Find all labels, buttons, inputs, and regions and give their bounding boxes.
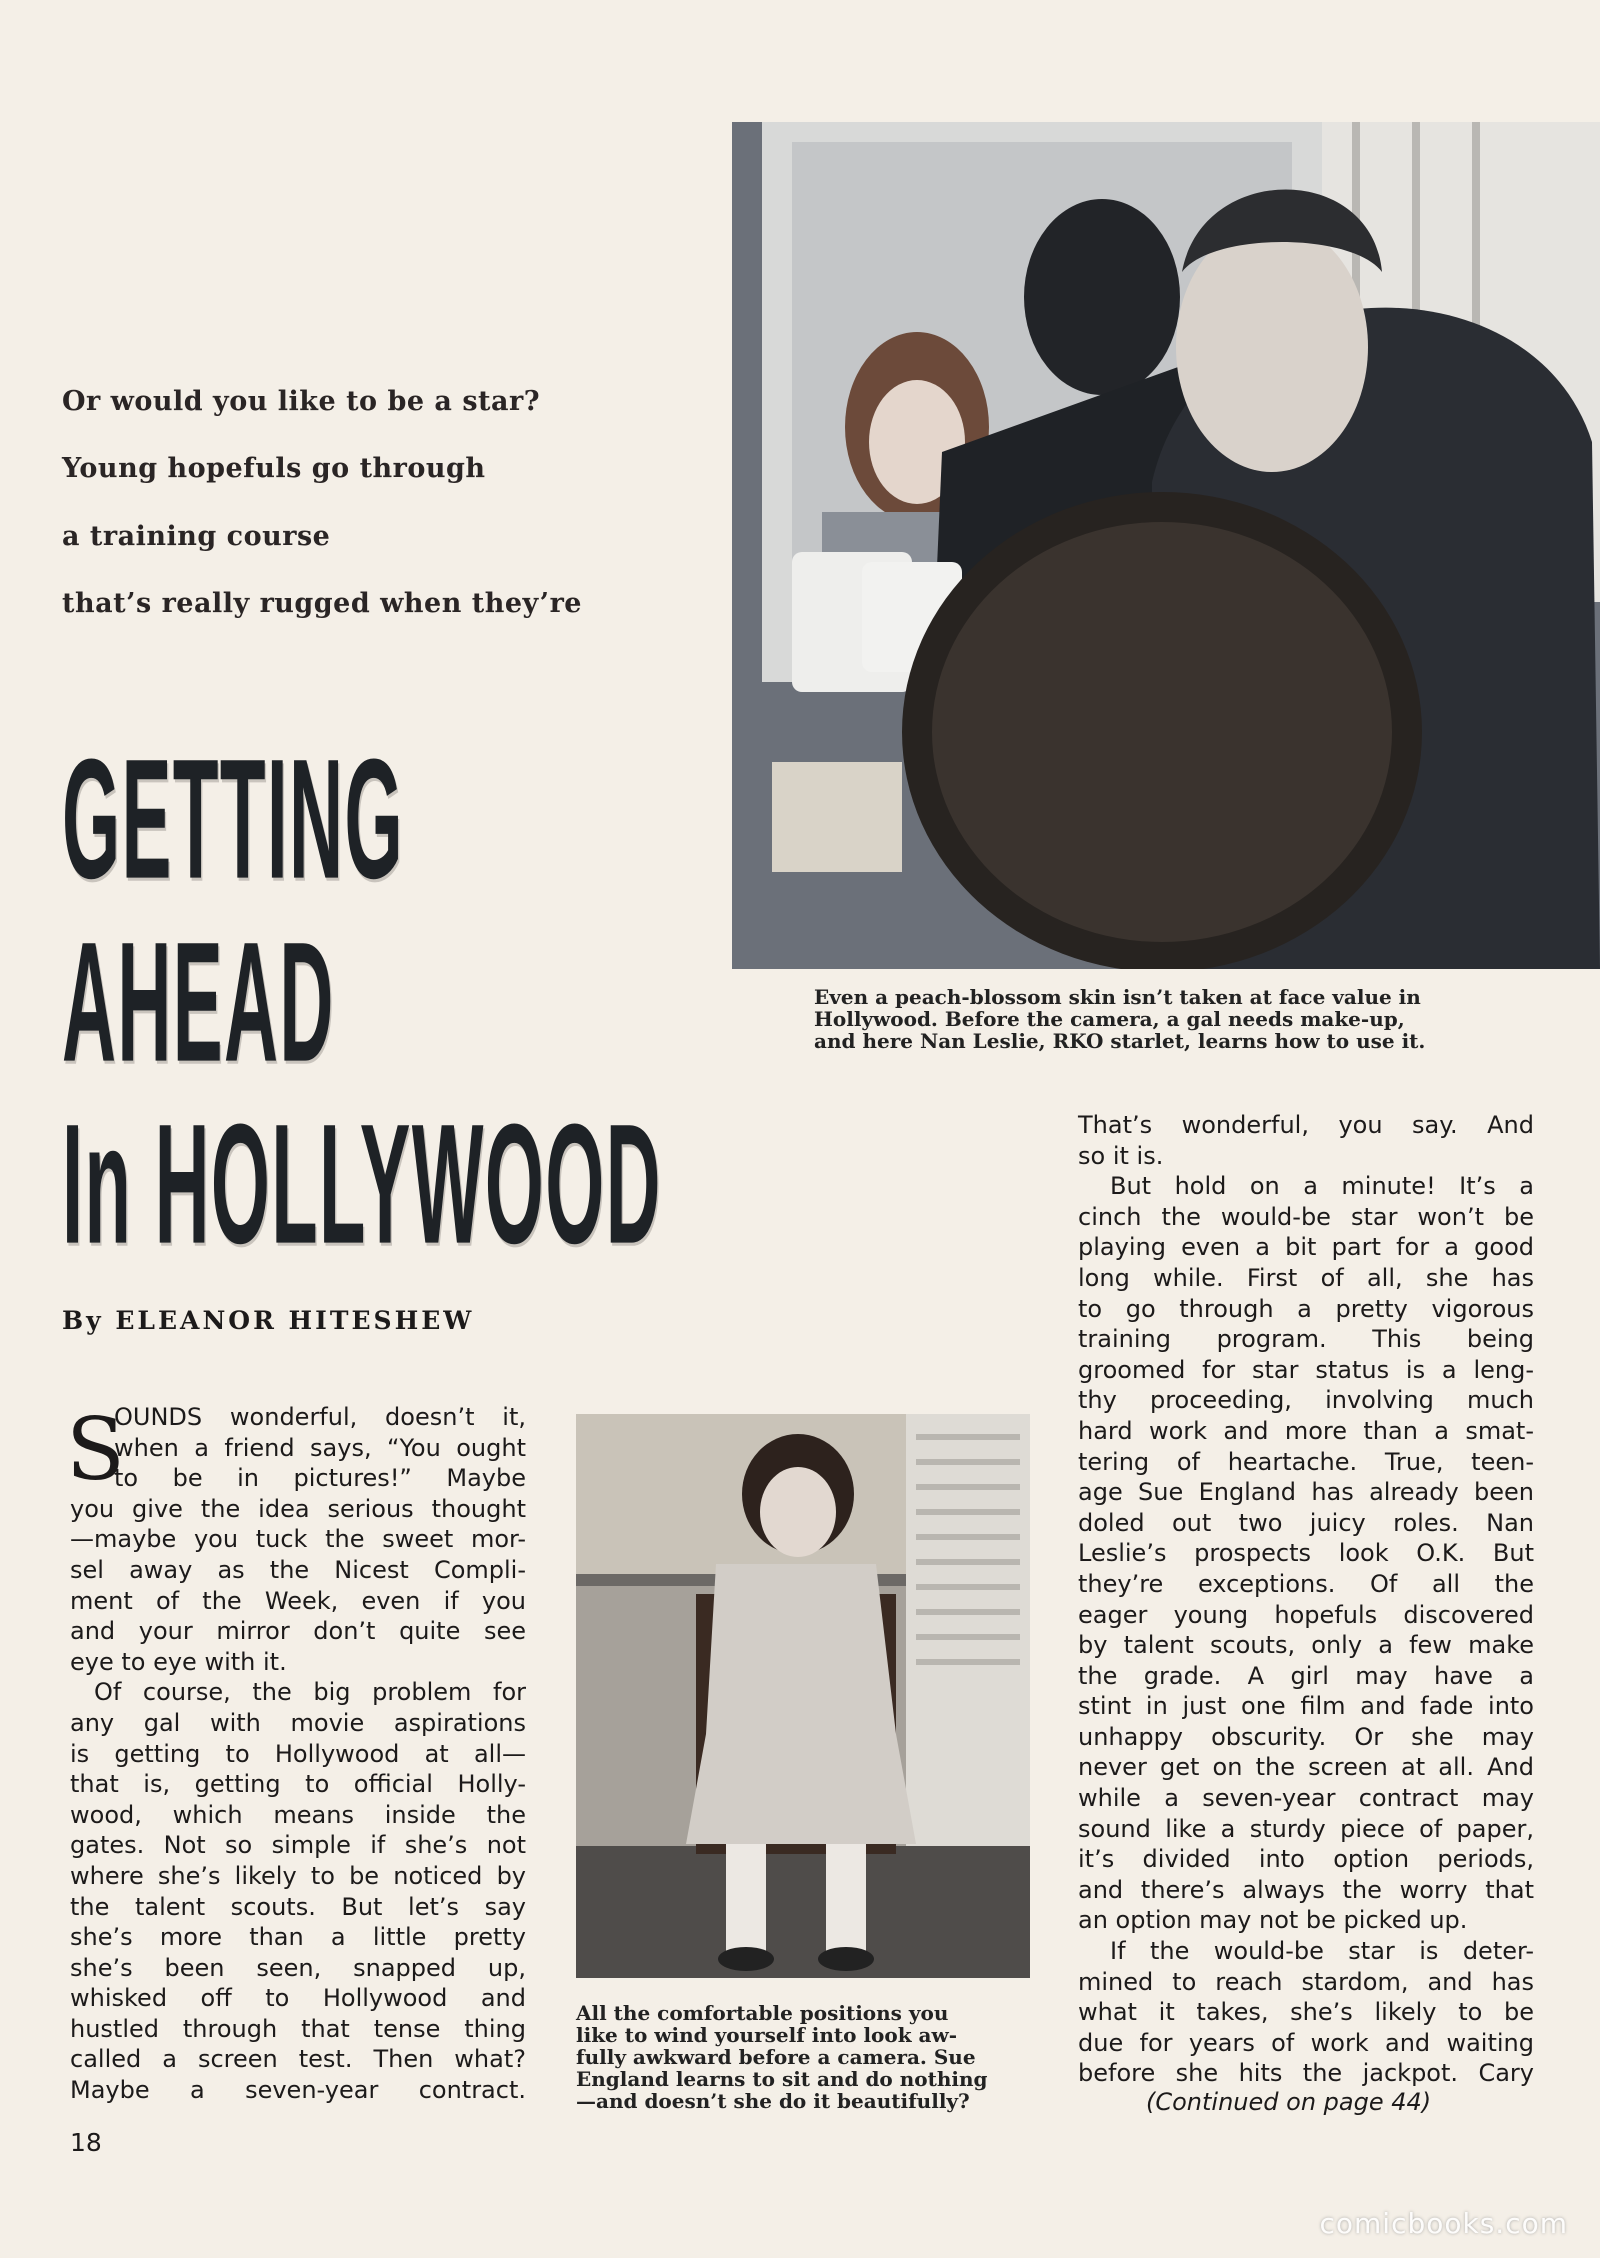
text-line: mined to reach stardom, and has bbox=[1078, 1967, 1534, 1996]
text-line: unhappy obscurity. Or she may bbox=[1078, 1722, 1534, 1751]
text-line: while a seven-year contract may bbox=[1078, 1784, 1534, 1813]
text-line: tering of heartache. True, teen- bbox=[1078, 1447, 1534, 1476]
text-line: Of course, the big problem for bbox=[94, 1678, 526, 1707]
headline-line-3: In HOLLYWOOD bbox=[62, 1089, 662, 1280]
text-line: groomed for star status is a leng- bbox=[1078, 1355, 1534, 1384]
caption-line: fully awkward before a camera. Sue bbox=[576, 2045, 976, 2069]
photo-sitting-lesson bbox=[576, 1414, 1030, 1978]
text-line: you give the idea serious thought bbox=[70, 1494, 526, 1523]
text-line: hustled through that tense thing bbox=[70, 2014, 526, 2043]
text-line: doled out two juicy roles. Nan bbox=[1078, 1508, 1534, 1537]
text-line: Leslie’s prospects look O.K. But bbox=[1078, 1539, 1534, 1568]
text-line: that is, getting to official Holly- bbox=[70, 1770, 526, 1799]
text-line: playing even a bit part for a good bbox=[1078, 1233, 1534, 1262]
page-number: 18 bbox=[70, 2128, 102, 2157]
text-line: an option may not be picked up. bbox=[1078, 1906, 1468, 1935]
text-line: training program. This being bbox=[1078, 1325, 1534, 1354]
article-right-column bbox=[1078, 1110, 1534, 2089]
text-line: called a screen test. Then what? bbox=[70, 2045, 526, 2074]
text-line: age Sue England has already been bbox=[1078, 1478, 1534, 1507]
text-line: never get on the screen at all. And bbox=[1078, 1753, 1534, 1782]
text-line: due for years of work and waiting bbox=[1078, 2028, 1534, 2057]
text-line: But hold on a minute! It’s a bbox=[1110, 1172, 1534, 1201]
text-line: the grade. A girl may have a bbox=[1078, 1661, 1534, 1690]
caption-line: Even a peach-blossom skin isn’t taken at face value in bbox=[814, 985, 1421, 1009]
headline-line-1: GETTING bbox=[62, 724, 404, 915]
text-line: is getting to Hollywood at all— bbox=[70, 1739, 526, 1768]
text-line: If the would-be star is deter- bbox=[1110, 1937, 1534, 1966]
text-line: and there’s always the worry that bbox=[1078, 1875, 1534, 1904]
text-line: whisked off to Hollywood and bbox=[70, 1984, 526, 2013]
deck-line-1: Or would you like to be a star? bbox=[62, 386, 541, 417]
text-line: any gal with movie aspirations bbox=[70, 1708, 526, 1737]
byline: By ELEANOR HITESHEW bbox=[62, 1306, 475, 1335]
caption-line: and here Nan Leslie, RKO starlet, learns how to use it. bbox=[814, 1029, 1426, 1053]
text-line: hard work and more than a smat- bbox=[1078, 1416, 1534, 1445]
photo-top-caption bbox=[814, 986, 1528, 1052]
article-left-column bbox=[70, 1402, 526, 2106]
text-line: eye to eye with it. bbox=[70, 1647, 287, 1676]
text-line: it’s divided into option periods, bbox=[1078, 1845, 1534, 1874]
text-line: to be in pictures!” Maybe bbox=[114, 1464, 526, 1493]
text-line: Maybe a seven-year contract. bbox=[70, 2076, 526, 2105]
text-line: and your mirror don’t quite see bbox=[70, 1617, 526, 1646]
caption-line: —and doesn’t she do it beautifully? bbox=[576, 2089, 970, 2113]
sitting-photo-illustration bbox=[576, 1414, 1030, 1978]
caption-line: England learns to sit and do nothing bbox=[576, 2067, 988, 2091]
text-line: OUNDS wonderful, doesn’t it, bbox=[114, 1403, 526, 1431]
photo-makeup-lesson bbox=[732, 122, 1600, 969]
text-line: where she’s likely to be noticed by bbox=[70, 1861, 526, 1890]
text-line: sound like a sturdy piece of paper, bbox=[1078, 1814, 1534, 1843]
photo-mid-caption bbox=[576, 2002, 1030, 2112]
text-line: long while. First of all, she has bbox=[1078, 1263, 1534, 1292]
text-line: ment of the Week, even if you bbox=[70, 1586, 526, 1615]
text-line: thy proceeding, involving much bbox=[1078, 1386, 1534, 1415]
text-line: eager young hopefuls discovered bbox=[1078, 1600, 1534, 1629]
text-line: they’re exceptions. Of all the bbox=[1078, 1569, 1534, 1598]
text-line: when a friend says, “You ought bbox=[114, 1433, 526, 1462]
caption-line: Hollywood. Before the camera, a gal needs make-up, bbox=[814, 1007, 1405, 1031]
text-line: she’s been seen, snapped up, bbox=[70, 1953, 526, 1982]
watermark: comicbooks.com bbox=[1319, 2207, 1568, 2240]
text-line: to go through a pretty vigorous bbox=[1078, 1294, 1534, 1323]
text-line: what it takes, she’s likely to be bbox=[1078, 1998, 1534, 2027]
text-line: the talent scouts. But let’s say bbox=[70, 1892, 526, 1921]
text-line: That’s wonderful, you say. And bbox=[1078, 1111, 1534, 1139]
text-line: before she hits the jackpot. Cary bbox=[1078, 2059, 1534, 2088]
deck-line-4: that’s really rugged when they’re bbox=[62, 588, 582, 619]
text-line: —maybe you tuck the sweet mor- bbox=[70, 1525, 526, 1554]
drop-cap: S bbox=[66, 1400, 125, 1500]
makeup-photo-illustration bbox=[732, 122, 1600, 969]
text-line: cinch the would-be star won’t be bbox=[1078, 1202, 1534, 1231]
headline-line-2: AHEAD bbox=[62, 907, 335, 1098]
caption-line: All the comfortable positions you bbox=[576, 2001, 949, 2025]
deck-line-3: a training course bbox=[62, 521, 331, 552]
text-line: sel away as the Nicest Compli- bbox=[70, 1555, 526, 1584]
continued-note: (Continued on page 44) bbox=[1146, 2088, 1432, 2116]
text-line: gates. Not so simple if she’s not bbox=[70, 1831, 526, 1860]
text-line: she’s more than a little pretty bbox=[70, 1923, 526, 1952]
text-line: wood, which means inside the bbox=[70, 1800, 526, 1829]
deck-line-2: Young hopefuls go through bbox=[62, 453, 486, 484]
text-line: stint in just one film and fade into bbox=[1078, 1692, 1534, 1721]
caption-line: like to wind yourself into look aw- bbox=[576, 2023, 958, 2047]
text-line: so it is. bbox=[1078, 1141, 1164, 1170]
text-line: by talent scouts, only a few make bbox=[1078, 1631, 1534, 1660]
